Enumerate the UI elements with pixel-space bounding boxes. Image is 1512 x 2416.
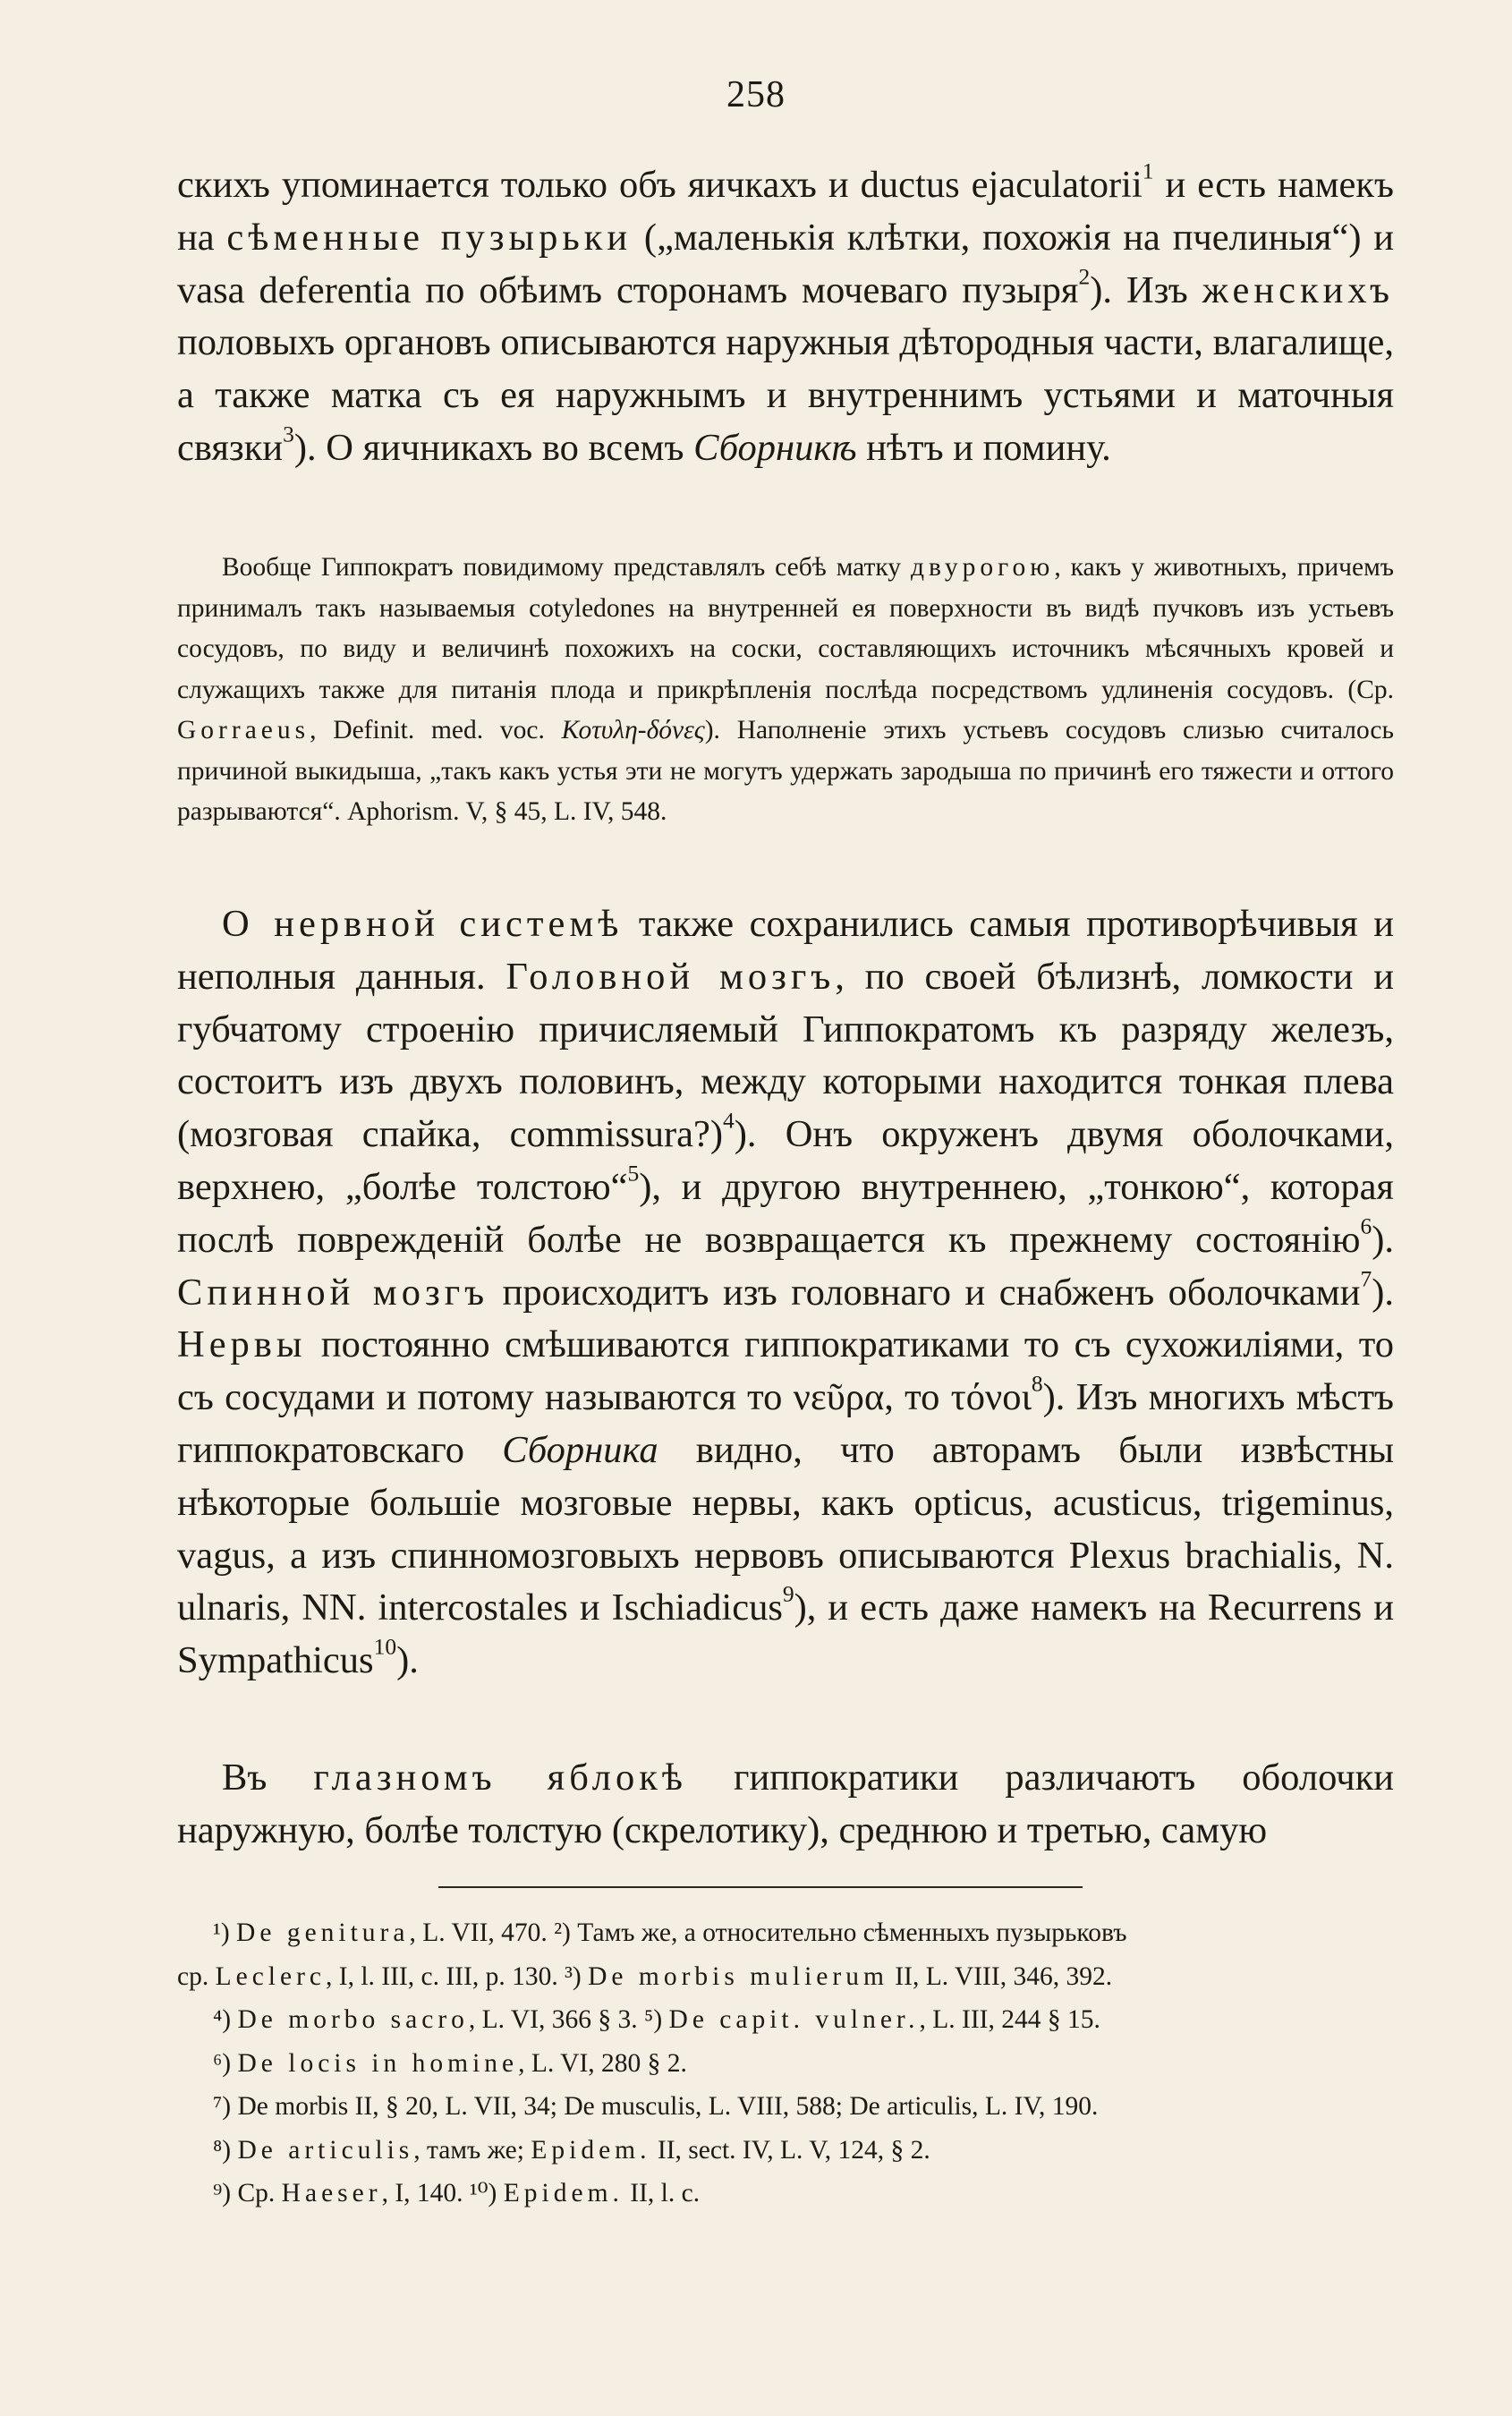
- footnote-mark: ⁶): [213, 2048, 232, 2078]
- text-run: („маленькія клѣтки, похожія на пчелиныя“) и vasa deferentia по обѣимъ сторонамъ мочеваго пузыря: [177, 216, 1395, 311]
- footnote-ref: 5: [627, 1160, 640, 1187]
- text-run: ).: [1372, 1271, 1394, 1314]
- text-run: , L. III, 244 § 15.: [919, 2005, 1100, 2034]
- footnote-7: [177, 2085, 1394, 2129]
- footnote-ref: 3: [283, 421, 294, 447]
- footnote-mark: ¹⁰): [469, 2179, 497, 2208]
- text-run: Тамъ же, а относительно сѣменныхъ пузырьковъ: [570, 1918, 1127, 1947]
- spaced-term: женскихъ: [1202, 268, 1395, 311]
- paragraph-2: [177, 898, 1394, 1688]
- footnote-1-2: [177, 1911, 1394, 1955]
- text-run: , по своей бѣлизнѣ, ломкости и губчатому строенію причисляемый Гиппократомъ къ разряду железъ, состоитъ изъ двухъ половинъ, между которыми находится тонкая плева (мозговая спайка, commissura?): [177, 955, 1394, 1156]
- small-print-text: [177, 548, 1394, 833]
- source-title: De articulis: [237, 2135, 414, 2165]
- text-run: ).: [1372, 1218, 1394, 1261]
- footnote-9-10: [177, 2172, 1394, 2216]
- footnote-4-5: [177, 1998, 1394, 2042]
- source-title: De morbis mulierum: [588, 1961, 888, 1991]
- text-run: ), и другою внутреннею, „тонкою“, которая послѣ повреждeній болѣе не возвращается къ прежнему состоянію: [177, 1165, 1394, 1261]
- footnote-mark: ⁸): [213, 2135, 232, 2165]
- text-run: ). Изъ многихъ мѣстъ гиппократовскаго: [177, 1376, 1394, 1471]
- footnote-2-3: [177, 1955, 1394, 1999]
- text-run: Въ: [222, 1757, 314, 1799]
- page-number: 258: [726, 74, 786, 115]
- footnote-ref: 2: [1078, 263, 1091, 290]
- source-title: De locis in homine: [237, 2048, 519, 2078]
- footnote-mark: ³): [565, 1961, 582, 1991]
- text-run: Вообще Гиппократъ повидимому представлялъ себѣ матку: [222, 553, 911, 582]
- paragraph-2-text: [177, 898, 1394, 1688]
- text-run: ). Наполненіе этихъ устьевъ сосудовъ слизью считалось причиной выкидыша, „такъ какъ устья эти не могутъ удержать зародыша по причинѣ его тяжести и оттого разрываются“. Aphorism. V, § 45, L. IV, 548.: [177, 716, 1394, 826]
- text-run: скихъ упоминается только объ яичкахъ и ductus ejaculatorii: [177, 164, 1142, 206]
- small-print-note: [177, 548, 1394, 833]
- source-title: De morbo sacro: [237, 2005, 469, 2034]
- text-run: ср.: [177, 1961, 216, 1991]
- spaced-term: О нервной системѣ: [222, 903, 624, 945]
- text-run: , Definit. med. voc.: [310, 716, 562, 744]
- footnote-ref: 4: [723, 1107, 735, 1134]
- text-run: нѣтъ и помину.: [856, 426, 1111, 469]
- spaced-term: Нервы: [177, 1323, 307, 1366]
- text-run: происходитъ изъ головнаго и снабженъ оболочками: [488, 1271, 1361, 1314]
- text-run: Ср.: [231, 2179, 282, 2208]
- text-run: гиппократики различаютъ оболочки наружную, болѣе толстую (скрелотику), среднюю и третью, самую: [177, 1757, 1394, 1851]
- source-title: Epidem.: [531, 2135, 651, 2165]
- text-run: ), и есть даже намекъ на Recurrens и Sympathicus: [177, 1587, 1394, 1682]
- text-run: ).: [396, 1639, 419, 1682]
- text-run: половыхъ органовъ описываются наружныя дѣтородныя части, влагалище, а также матка съ ея наружнымъ и внутреннимъ устьями и маточныя связки: [177, 321, 1394, 469]
- footnote-8: [177, 2129, 1394, 2173]
- footnote-divider: [438, 1886, 1083, 1888]
- text-run: постоянно смѣшиваются гиппократиками то съ сухожиліями, то съ сосудами и потому называются то νεῦρα, то τόνοι: [177, 1323, 1394, 1419]
- footnote-mark: ⁹): [213, 2179, 232, 2208]
- footnote-ref: 9: [782, 1580, 794, 1607]
- text-run: , L. VI, 280 § 2.: [518, 2048, 687, 2078]
- footnote-ref: 8: [1031, 1370, 1043, 1397]
- text-run: II, sect. IV, L. V, 124, § 2.: [650, 2135, 930, 2165]
- footnote-ref: 10: [373, 1633, 397, 1660]
- greek-term: Κοτυλη-δόνες: [561, 716, 705, 744]
- footnote-mark: ⁴): [213, 2005, 232, 2034]
- paragraph-1: [177, 159, 1394, 475]
- text-run: , I, l. III, c. III, p. 130.: [326, 1961, 558, 1991]
- text-run: De morbis II, § 20, L. VII, 34; De musculis, L. VIII, 588; De articulis, L. IV, 190.: [231, 2092, 1099, 2121]
- paragraph-1-text: [177, 159, 1394, 475]
- spaced-term: Спинной мозгъ: [177, 1271, 489, 1314]
- footnote-mark: ²): [554, 1918, 571, 1947]
- text-run: , тамъ же;: [413, 2135, 531, 2165]
- text-run: ). Изъ: [1090, 268, 1202, 311]
- paragraph-3-text: [177, 1752, 1394, 1858]
- spaced-term: сѣменные пузырьки: [226, 216, 633, 259]
- source-author: Leclerc: [215, 1961, 327, 1991]
- spaced-term: двурогою: [911, 553, 1055, 582]
- source-title: Epidem.: [503, 2179, 624, 2208]
- footnotes: [177, 1911, 1394, 2216]
- footnote-6: [177, 2042, 1394, 2086]
- italic-term: Сборника: [502, 1428, 658, 1471]
- source-author: Haeser: [281, 2179, 382, 2208]
- text-run: ). О яичникахъ во всемъ: [293, 426, 694, 469]
- text-run: , I, 140.: [381, 2179, 463, 2208]
- text-run: , L. VI, 366 § 3.: [468, 2005, 638, 2034]
- footnote-ref: 1: [1142, 157, 1154, 184]
- footnote-mark: ⁵): [644, 2005, 663, 2034]
- footnote-mark: ¹): [213, 1918, 230, 1947]
- footnote-mark: ⁷): [213, 2092, 232, 2121]
- source-title: De capit. vulner.: [668, 2005, 920, 2034]
- text-run: также сохранились самыя противорѣчивыя и неполныя данныя.: [177, 903, 1394, 998]
- text-run: видно, что авторамъ были извѣстны нѣкоторые большіе мозговые нервы, какъ opticus, acusticus, trigeminus, vagus, а изъ спинномозговыхъ нервовъ описываются Plexus brachialis, N. ulnaris, NN. intercostales и Ischiadicus: [177, 1428, 1395, 1629]
- italic-term: Сборникѣ: [693, 426, 857, 469]
- spaced-term: Головной мозгъ: [505, 955, 836, 998]
- footnote-ref: 6: [1360, 1212, 1372, 1239]
- spaced-term: глазномъ яблокѣ: [313, 1757, 687, 1799]
- source-title: De genitura: [236, 1918, 410, 1947]
- paragraph-3: [177, 1752, 1394, 1858]
- text-run: II, L. VIII, 346, 392.: [888, 1961, 1113, 1991]
- text-run: ). Онъ окруженъ двумя оболочками, верхнею, „болѣе толстою“: [177, 1113, 1394, 1208]
- footnote-ref: 7: [1360, 1265, 1372, 1292]
- text-run: II, l. c.: [623, 2179, 701, 2208]
- text-run: , L. VII, 470.: [409, 1918, 548, 1947]
- spaced-term: Gorraeus: [177, 716, 310, 744]
- text-run: и есть намекъ на: [177, 164, 1395, 259]
- text-run: , какъ у животныхъ, причемъ принималъ такъ называемыя cotyledones на внутренней ея поверхности въ видѣ пучковъ изъ устьевъ сосудовъ, по виду и величинѣ похожихъ на соски, составляющихъ источникъ мѣсячныхъ кровей и служащихъ также для питанія плода и прикрѣпленія послѣда посредствомъ удлиненія сосудовъ. (Ср.: [177, 553, 1394, 704]
